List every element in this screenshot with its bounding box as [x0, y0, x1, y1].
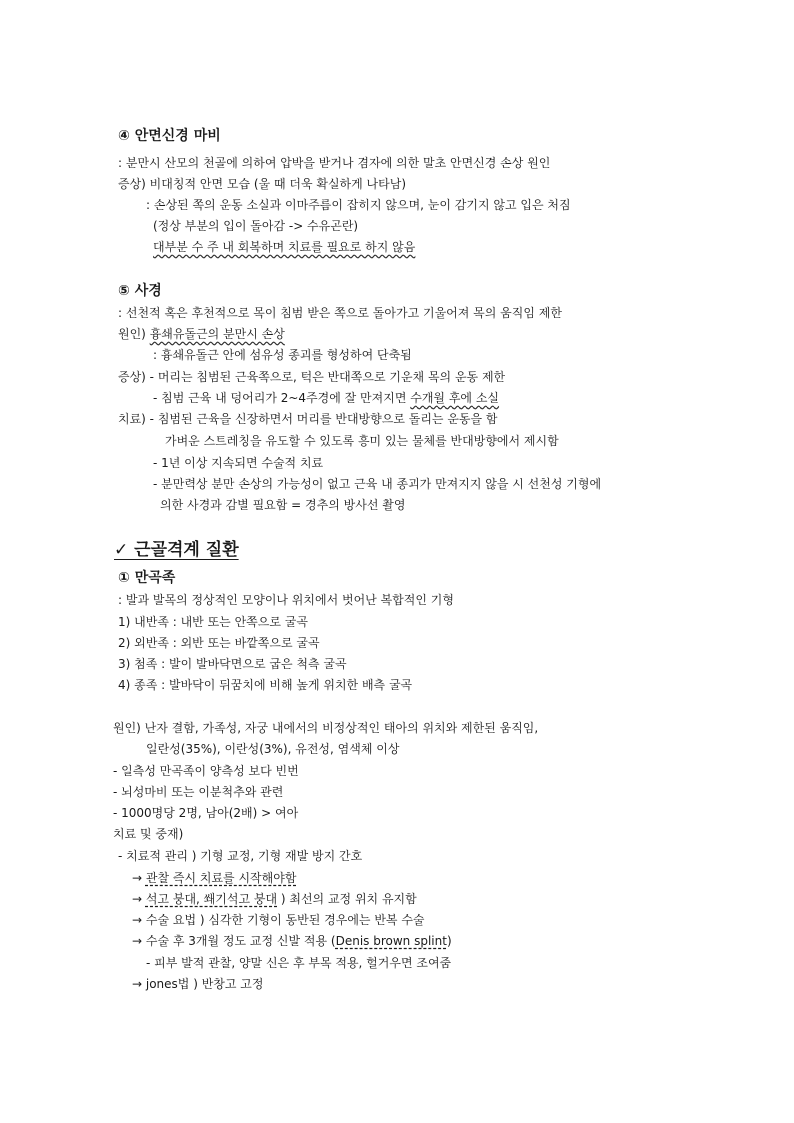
label-cause: 원인) — [118, 327, 150, 341]
text-segment: ) — [446, 934, 452, 948]
text-line: - 피부 발적 관찰, 양말 신은 후 부목 적용, 헐거우면 조여줌 — [146, 956, 452, 970]
text-line: → jones법 ) 반창고 고정 — [132, 977, 264, 991]
text-line — [132, 870, 296, 886]
text-line: 일란성(35%), 이란성(3%), 유전성, 염색체 이상 — [146, 742, 400, 756]
text-line: 가벼운 스트레칭을 유도할 수 있도록 흥미 있는 물체를 반대방향에서 제시함 — [165, 434, 559, 448]
text-line: : 분만시 산모의 천골에 의하여 압박을 받거나 겸자에 의한 말초 안면신경 손상 원인 — [118, 156, 551, 170]
text-line: : 선천적 혹은 후천적으로 목이 침범 받은 쪽으로 돌아가고 기울어져 목의 움직임 제한 — [118, 306, 562, 320]
text-line: - 치료적 관리 ) 기형 교정, 기형 재발 방지 간호 — [118, 849, 363, 863]
underlined-note: 관찰 즉시 치료를 시작해야함 — [145, 871, 297, 885]
text-line — [132, 933, 452, 949]
text-segment: ) 최선의 교정 위치 유지함 — [277, 892, 417, 906]
section-heading-musculoskeletal: ✓ 근골격계 질환 — [114, 540, 239, 560]
underlined-note: 대부분 수 주 내 회복하며 치료를 필요로 하지 않음 — [153, 240, 416, 254]
list-item: 3) 첨족 : 발이 발바닥면으로 굽은 척측 굴곡 — [118, 657, 347, 671]
text-line: - 일측성 만곡족이 양측성 보다 빈번 — [113, 764, 299, 778]
section-heading-torticollis: ⑤ 사경 — [118, 283, 162, 299]
list-item: 4) 종족 : 발바닥이 뒤꿈치에 비해 높게 위치한 배측 굴곡 — [118, 678, 413, 692]
text-line: : 발과 발목의 정상적인 모양이나 위치에서 벗어난 복합적인 기형 — [118, 593, 454, 607]
text-line: 의한 사경과 감별 필요함 = 경추의 방사선 촬영 — [160, 498, 406, 512]
list-item: 1) 내반족 : 내반 또는 안쪽으로 굴곡 — [118, 615, 308, 629]
text-line: 증상) - 머리는 침범된 근육쪽으로, 턱은 반대쪽으로 기운채 목의 운동 제한 — [118, 370, 506, 384]
underlined-note: 흉쇄유돌근의 분만시 손상 — [149, 327, 285, 341]
text-line — [118, 326, 285, 342]
text-line: : 손상된 쪽의 운동 소실과 이마주름이 잡히지 않으며, 눈이 감기지 않고 입은 처짐 — [146, 198, 571, 212]
text-line: : 흉쇄유돌근 안에 섬유성 종괴를 형성하여 단축됨 — [153, 348, 412, 362]
text-segment: → 수술 후 3개월 정도 교정 신발 적용 ( — [132, 934, 336, 948]
text-line: → 수술 요법 ) 심각한 기형이 동반된 경우에는 반복 수술 — [132, 913, 425, 927]
text-line: 치료 및 중재) — [113, 827, 184, 841]
text-line — [153, 390, 499, 406]
underlined-note: Denis brown splint — [335, 934, 447, 948]
text-line: - 뇌성마비 또는 이분척추와 관련 — [113, 785, 284, 799]
text-line: - 1년 이상 지속되면 수술적 치료 — [153, 456, 324, 470]
text-line: - 1000명당 2명, 남아(2배) > 여아 — [113, 806, 299, 820]
section-heading-clubfoot: ① 만곡족 — [118, 570, 176, 586]
text-line: (정상 부분의 입이 돌아감 -> 수유곤란) — [153, 219, 359, 233]
arrow-icon: → — [132, 871, 146, 885]
text-line: 치료) - 침범된 근육을 신장하면서 머리를 반대방향으로 돌리는 운동을 함 — [118, 412, 498, 426]
arrow-icon: → — [132, 892, 146, 906]
underlined-note: 수개월 후에 소실 — [410, 391, 500, 405]
text-line: 원인) 난자 결함, 가족성, 자궁 내에서의 비정상적인 태아의 위치와 제한된 움직임, — [113, 721, 539, 735]
list-item: 2) 외반족 : 외반 또는 바깥쪽으로 굴곡 — [118, 636, 320, 650]
text-segment: - 침범 근육 내 덩어리가 2~4주경에 잘 만져지면 — [153, 391, 411, 405]
text-line — [132, 891, 417, 907]
text-line: - 분만력상 분만 손상의 가능성이 없고 근육 내 종괴가 만져지지 않을 시 선천성 기형에 — [153, 477, 602, 491]
text-line: 증상) 비대칭적 안면 모습 (울 때 더욱 확실하게 나타남) — [118, 177, 406, 191]
section-heading-facial-nerve: ④ 안면신경 마비 — [118, 128, 221, 144]
underlined-note: 석고 붕대, 쐐기석고 붕대 — [145, 892, 278, 906]
